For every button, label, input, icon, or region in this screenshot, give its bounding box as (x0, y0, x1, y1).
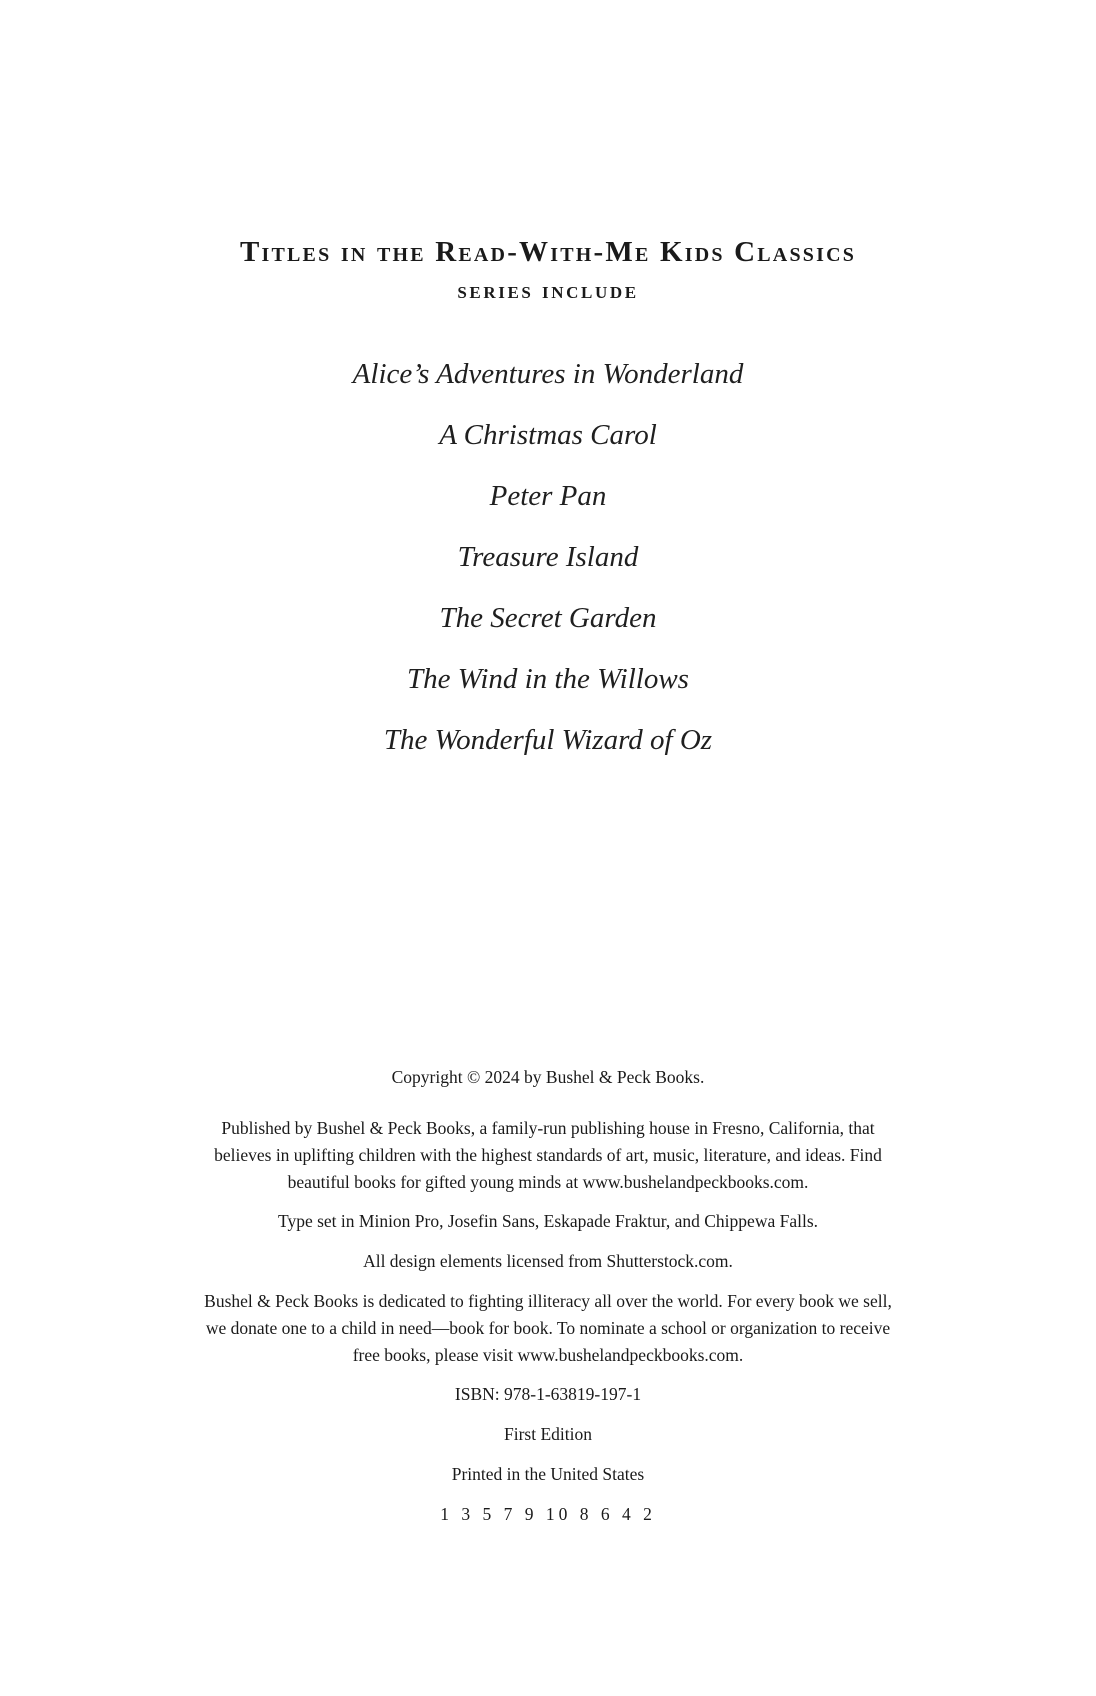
series-title-item: The Wonderful Wizard of Oz (383, 724, 713, 756)
mission-statement: Bushel & Peck Books is dedicated to fighting illiteracy all over the world. For every book we sell, we donate one to a child in need—book for book. To nominate a school or organization to receive free books, please visit www.bushelandpeckbooks.com. (204, 1291, 892, 1365)
series-title-item: Treasure Island (457, 541, 639, 573)
copyright-notice: Copyright © 2024 by Bushel & Peck Books. (391, 1067, 705, 1087)
series-heading-subtitle: series include (457, 278, 639, 304)
series-title-item: The Secret Garden (439, 602, 657, 634)
series-title-list (0, 354, 1096, 781)
series-title-item: The Wind in the Willows (407, 663, 689, 695)
series-heading-title: Titles in the Read-With-Me Kids Classics (239, 236, 857, 268)
series-heading (0, 232, 1096, 310)
design-credit: All design elements licensed from Shutterstock.com. (363, 1251, 733, 1271)
imprint-block (0, 1064, 1096, 1528)
series-title-item: Alice’s Adventures in Wonderland (352, 358, 744, 390)
publisher-statement: Published by Bushel & Peck Books, a family-run publishing house in Fresno, California, that believes in uplifting children with the highest standards of art, music, literature, and ideas. Find beautiful books for gifted young minds at www.bushelandpeckbooks.com. (214, 1118, 882, 1192)
printer-key: 1 3 5 7 9 10 8 6 4 2 (440, 1504, 656, 1524)
edition-line: First Edition (504, 1424, 592, 1444)
printed-location: Printed in the United States (451, 1464, 645, 1484)
series-title-item: A Christmas Carol (439, 419, 657, 451)
series-title-item: Peter Pan (489, 480, 607, 512)
isbn-line: ISBN: 978-1-63819-197-1 (454, 1384, 642, 1404)
typeset-note: Type set in Minion Pro, Josefin Sans, Eskapade Fraktur, and Chippewa Falls. (277, 1211, 819, 1231)
